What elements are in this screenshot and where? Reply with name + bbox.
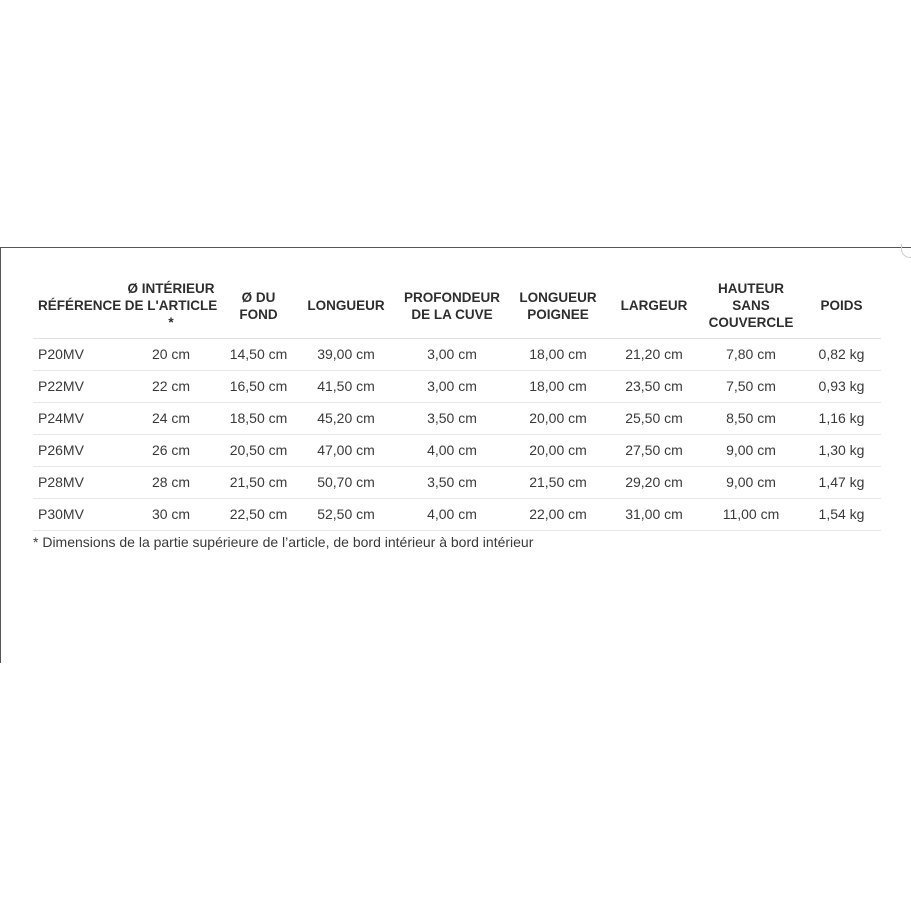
cell-bottom-diameter: 16,50 cm [221,370,296,402]
cell-height: 8,50 cm [700,402,802,434]
header-bottom-diameter: Ø DU FOND [221,278,296,338]
table-row [33,434,881,466]
cell-inner-diameter: 20 cm [121,338,221,370]
header-weight: POIDS [802,278,881,338]
cell-bottom-diameter: 21,50 cm [221,466,296,498]
cell-handle-length: 18,00 cm [508,338,608,370]
cell-width: 23,50 cm [608,370,700,402]
cell-weight: 1,16 kg [802,402,881,434]
table-footnote: * Dimensions de la partie supérieure de l’article, de bord intérieur à bord intérieur [33,534,534,550]
header-length: LONGUEUR [296,278,396,338]
cell-height: 11,00 cm [700,498,802,530]
header-handle-length: LONGUEUR POIGNEE [508,278,608,338]
cell-weight: 0,93 kg [802,370,881,402]
header-width: LARGEUR [608,278,700,338]
cell-height: 9,00 cm [700,466,802,498]
cell-width: 27,50 cm [608,434,700,466]
cell-weight: 1,54 kg [802,498,881,530]
table-row [33,498,881,530]
table-row [33,402,881,434]
cell-handle-length: 20,00 cm [508,402,608,434]
cell-length: 52,50 cm [296,498,396,530]
cell-pan-depth: 4,00 cm [396,434,508,466]
cell-width: 25,50 cm [608,402,700,434]
cell-handle-length: 20,00 cm [508,434,608,466]
cell-handle-length: 18,00 cm [508,370,608,402]
cell-inner-diameter: 30 cm [121,498,221,530]
cell-pan-depth: 3,50 cm [396,402,508,434]
table-header-row [33,278,881,338]
table-row [33,370,881,402]
cell-length: 50,70 cm [296,466,396,498]
cell-inner-diameter: 24 cm [121,402,221,434]
cell-handle-length: 21,50 cm [508,466,608,498]
cell-weight: 1,47 kg [802,466,881,498]
cell-height: 7,80 cm [700,338,802,370]
cell-bottom-diameter: 18,50 cm [221,402,296,434]
header-reference: RÉFÉRENCE [33,278,121,338]
cell-weight: 0,82 kg [802,338,881,370]
cell-height: 9,00 cm [700,434,802,466]
cell-height: 7,50 cm [700,370,802,402]
cell-width: 29,20 cm [608,466,700,498]
cell-inner-diameter: 28 cm [121,466,221,498]
cell-reference: P24MV [33,402,121,434]
cell-reference: P28MV [33,466,121,498]
cell-handle-length: 22,00 cm [508,498,608,530]
cell-inner-diameter: 26 cm [121,434,221,466]
cell-inner-diameter: 22 cm [121,370,221,402]
header-height-without-lid: HAUTEUR SANS COUVERCLE [700,278,802,338]
cell-pan-depth: 3,00 cm [396,338,508,370]
header-inner-diameter: Ø INTÉRIEUR DE L'ARTICLE * [121,278,221,338]
cell-reference: P30MV [33,498,121,530]
product-dimensions-table [33,278,881,531]
cell-weight: 1,30 kg [802,434,881,466]
cell-reference: P20MV [33,338,121,370]
cell-pan-depth: 4,00 cm [396,498,508,530]
cell-length: 47,00 cm [296,434,396,466]
cell-bottom-diameter: 22,50 cm [221,498,296,530]
cell-pan-depth: 3,00 cm [396,370,508,402]
header-pan-depth: PROFONDEUR DE LA CUVE [396,278,508,338]
cell-width: 21,20 cm [608,338,700,370]
cell-reference: P22MV [33,370,121,402]
table-row [33,338,881,370]
cell-length: 45,20 cm [296,402,396,434]
cell-bottom-diameter: 14,50 cm [221,338,296,370]
cell-bottom-diameter: 20,50 cm [221,434,296,466]
cell-length: 39,00 cm [296,338,396,370]
cell-length: 41,50 cm [296,370,396,402]
cell-pan-depth: 3,50 cm [396,466,508,498]
cell-width: 31,00 cm [608,498,700,530]
table-row [33,466,881,498]
cell-reference: P26MV [33,434,121,466]
